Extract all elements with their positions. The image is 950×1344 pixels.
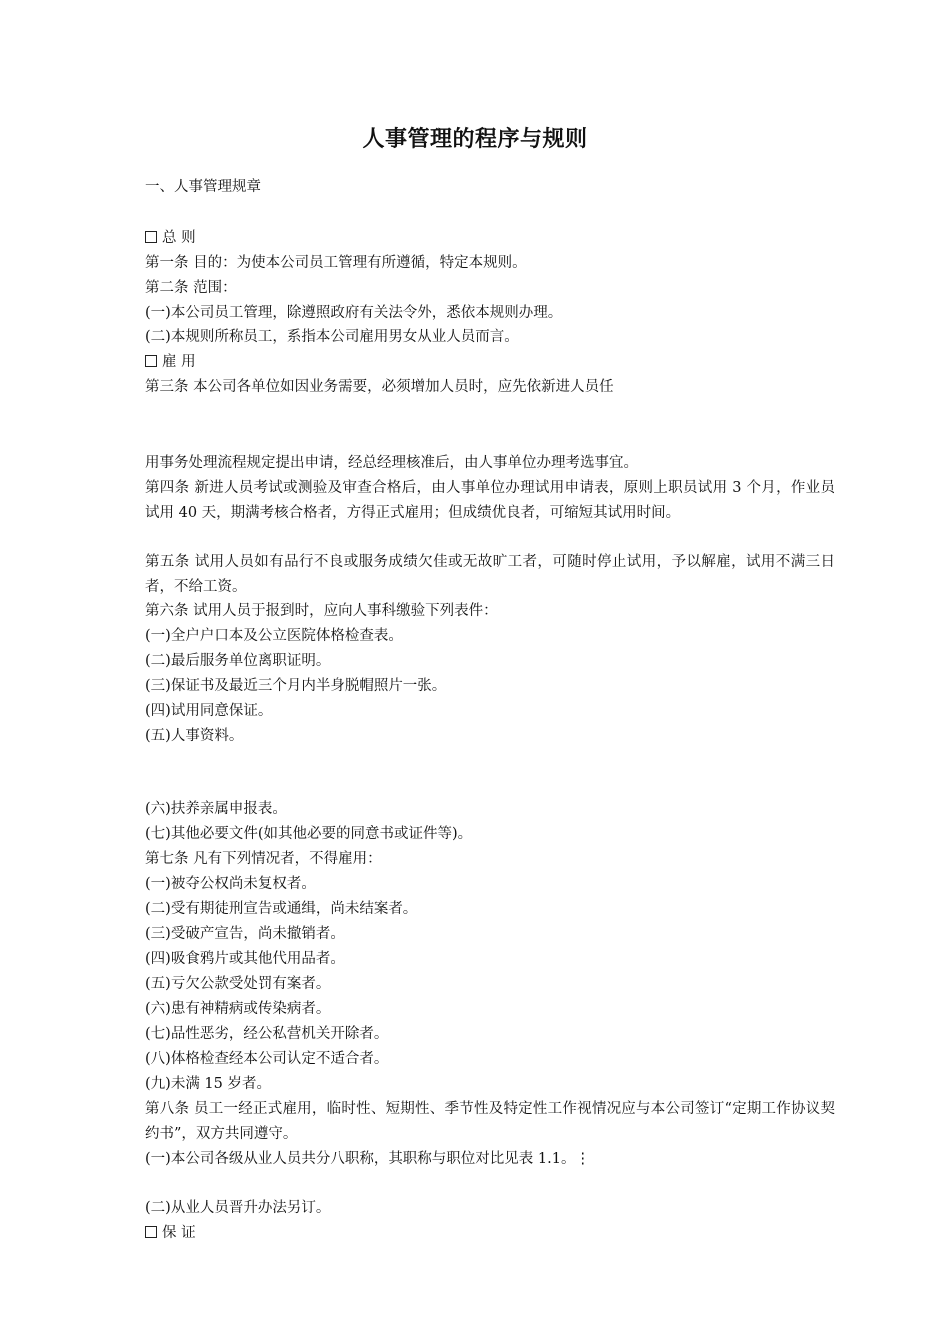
- chapter-heading-label: 总 则: [162, 230, 196, 246]
- article-7-item-1: (一)被夺公权尚未复权者。: [145, 876, 316, 892]
- article-1: 第一条 目的：为使本公司员工管理有所遵循，特定本规则。: [145, 255, 527, 271]
- chapter-heading-label: 雇 用: [162, 354, 196, 370]
- article-7-item-5: (五)亏欠公款受处罚有案者。: [145, 976, 331, 992]
- checkbox-square-icon: [145, 231, 157, 243]
- article-3-part-b: 用事务处理流程规定提出申请，经总经理核准后，由人事单位办理考选事宜。: [145, 455, 638, 471]
- article-7-item-3: (三)受破产宣告，尚未撤销者。: [145, 926, 345, 942]
- article-7-item-2: (二)受有期徒刑宣告或通缉，尚未结案者。: [145, 901, 418, 917]
- article-6-item-1: (一)全户户口本及公立医院体格检查表。: [145, 628, 403, 644]
- article-8: 第八条 员工一经正式雇用，临时性、短期性、季节性及特定性工作视情况应与本公司签订“定期工作协议契约书”，双方共同遵守。: [145, 1101, 835, 1142]
- article-6-item-6: (六)扶养亲属申报表。: [145, 801, 287, 817]
- article-8-item-2: (二)从业人员晋升办法另订。: [145, 1200, 331, 1216]
- article-7-item-9: (九)未满 15 岁者。: [145, 1076, 271, 1092]
- article-6-item-4: (四)试用同意保证。: [145, 703, 273, 719]
- article-6-item-2: (二)最后服务单位离职证明。: [145, 653, 331, 669]
- checkbox-square-icon: [145, 1226, 157, 1238]
- article-7-item-6: (六)患有神精病或传染病者。: [145, 1001, 331, 1017]
- article-2-item-1: (一)本公司员工管理，除遵照政府有关法令外，悉依本规则办理。: [145, 305, 563, 321]
- article-4: 第四条 新进人员考试或测验及审查合格后，由人事单位办理试用申请表，原则上职员试用 3 个月，作业员试用 40 天，期满考核合格者，方得正式雇用；但成绩优良者，可缩短其试用时间。: [145, 480, 835, 521]
- article-7-item-4: (四)吸食鸦片或其他代用品者。: [145, 951, 345, 967]
- article-6: 第六条 试用人员于报到时，应向人事科缴验下列表件：: [145, 603, 498, 619]
- chapter-heading-general: [145, 229, 196, 247]
- article-8-item-1: (一)本公司各级从业人员共分八职称，其职称与职位对比见表 1.1。⋮: [145, 1151, 590, 1167]
- article-6-item-3: (三)保证书及最近三个月内半身脱帽照片一张。: [145, 678, 447, 694]
- article-2-item-2: (二)本规则所称员工，系指本公司雇用男女从业人员而言。: [145, 329, 519, 345]
- article-7-item-7: (七)品性恶劣，经公私营机关开除者。: [145, 1026, 389, 1042]
- chapter-heading-guarantee: [145, 1224, 196, 1242]
- article-6-item-7: (七)其他必要文件(如其他必要的同意书或证件等)。: [145, 826, 473, 842]
- article-7: 第七条 凡有下列情况者，不得雇用：: [145, 851, 382, 867]
- checkbox-square-icon: [145, 355, 157, 367]
- chapter-heading-hire: [145, 353, 196, 371]
- chapter-heading-label: 保 证: [162, 1225, 196, 1241]
- page-title: 人事管理的程序与规则: [362, 126, 588, 152]
- article-3-part-a: 第三条 本公司各单位如因业务需要，必须增加人员时，应先依新进人员任: [145, 379, 614, 395]
- article-7-item-8: (八)体格检查经本公司认定不适合者。: [145, 1051, 389, 1067]
- article-2: 第二条 范围：: [145, 280, 237, 296]
- section-heading: 一、人事管理规章: [145, 179, 261, 195]
- article-5: 第五条 试用人员如有品行不良或服务成绩欠佳或无故旷工者，可随时停止试用，予以解雇，试用不满三日者，不给工资。: [145, 554, 835, 595]
- article-6-item-5: (五)人事资料。: [145, 728, 244, 744]
